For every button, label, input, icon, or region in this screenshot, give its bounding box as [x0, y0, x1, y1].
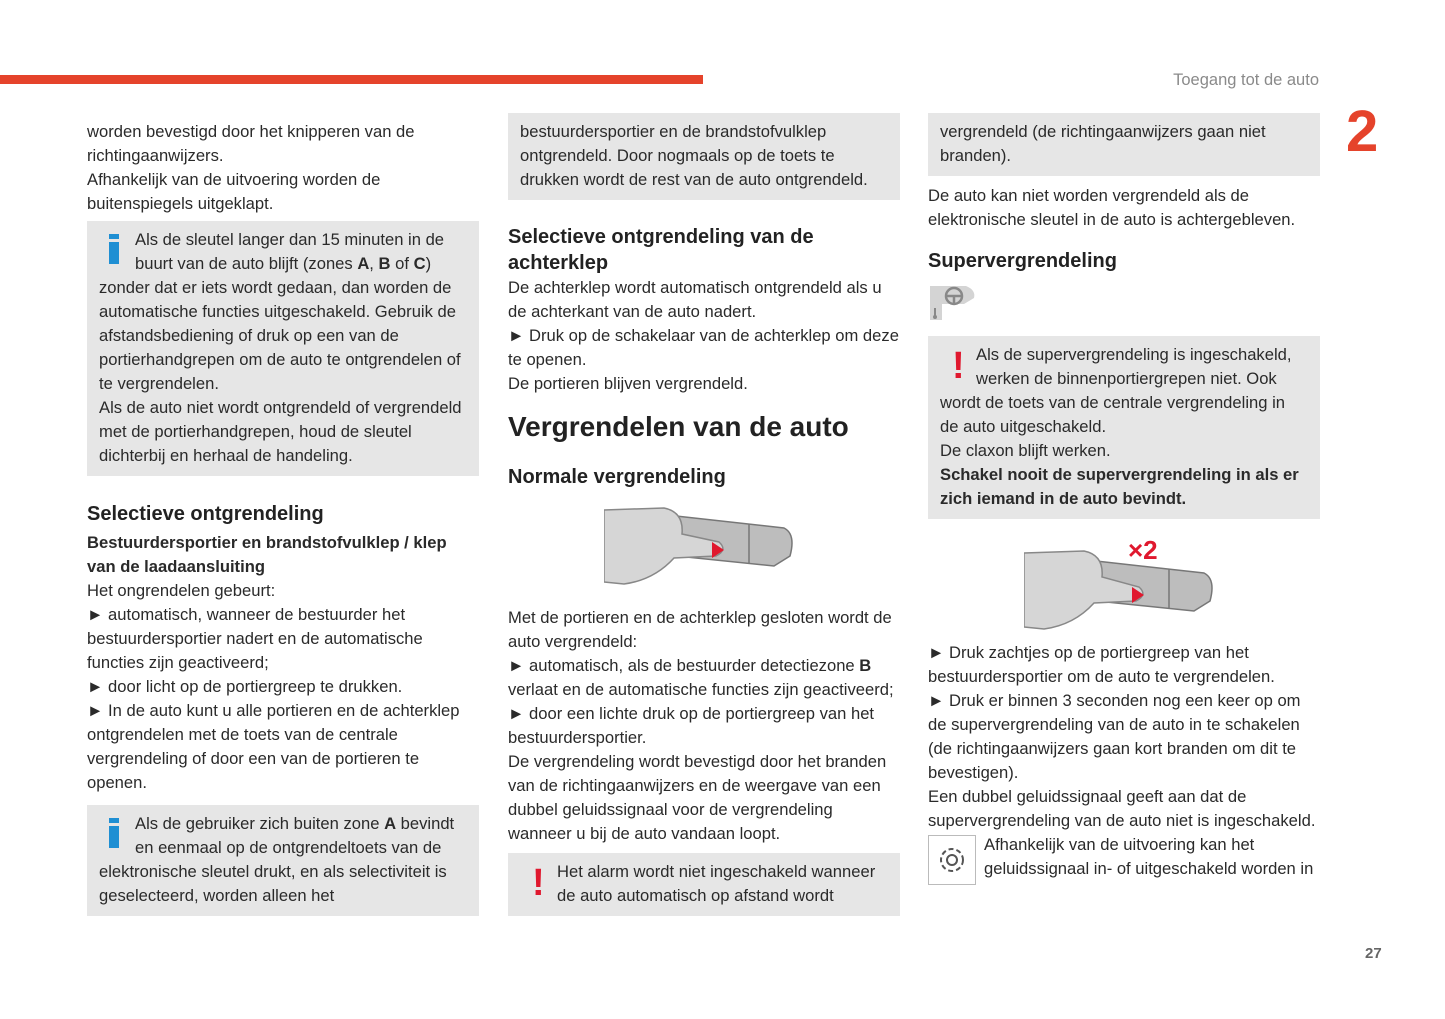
paragraph: De auto kan niet worden vergrendeld als de elektronische sleutel in de auto is achtergebleven. — [928, 186, 1296, 229]
info-box — [87, 221, 479, 476]
warning-icon: ! — [532, 862, 545, 904]
heading-selective-unlocking: Selectieve ontgrendeling — [87, 503, 324, 525]
settings-gear-icon — [928, 835, 976, 885]
warning-box — [928, 336, 1320, 519]
column-2 — [508, 113, 900, 916]
paragraph: De portieren blijven vergrendeld. — [508, 374, 748, 393]
paragraph: Met de portieren en de achterklep gesloten wordt de auto vergrendeld: — [508, 608, 892, 651]
bullet: ► Druk er binnen 3 seconden nog een keer op om de supervergrendeling van de auto in te schakelen (de richtingaanwijzers gaan kort branden om dit te bevestigen). — [928, 691, 1301, 782]
info-icon — [99, 228, 135, 274]
steering-wheel-icon — [928, 284, 978, 322]
bullet: ► Druk zachtjes op de portiergreep van het bestuurdersportier om de auto te vergrendelen. — [928, 643, 1275, 686]
bullet: ► In de auto kunt u alle portieren en de achterklep ontgrendelen met de toets van de centrale vergrendeling of door een van de portieren te openen. — [87, 701, 460, 792]
warning-box — [508, 853, 900, 916]
press-twice-label: ×2 — [1128, 535, 1158, 565]
paragraph: Het ongrendelen gebeurt: — [87, 581, 276, 600]
paragraph: Afhankelijk van de uitvoering kan het geluidssignaal in- of uitgeschakeld worden in — [984, 835, 1314, 878]
box-text: bestuurdersportier en de brandstofvulklep ontgrendeld. Door nogmaals op de toets te drukken wordt de rest van de auto ontgrendeld. — [520, 122, 868, 189]
paragraph: worden bevestigd door het knipperen van de richtingaanwijzers. — [87, 122, 415, 165]
header-accent-bar — [0, 75, 703, 84]
box-text: vergrendeld (de richtingaanwijzers gaan niet branden). — [940, 122, 1266, 165]
bullet: ► door licht op de portiergreep te drukken. — [87, 677, 403, 696]
info-box — [87, 805, 479, 916]
bullet: ► automatisch, als de bestuurder detectiezone B verlaat en de automatische functies zijn geactiveerd; — [508, 656, 894, 699]
page-number: 27 — [1365, 945, 1382, 962]
door-handle-illustration — [604, 506, 804, 596]
column-1 — [87, 120, 479, 916]
heading-superlocking: Supervergrendeling — [928, 250, 1117, 272]
warning-text: Het alarm wordt niet ingeschakeld wanneer de auto automatisch op afstand wordt — [557, 862, 876, 905]
paragraph: De achterklep wordt automatisch ontgrendeld als u de achterkant van de auto nadert. — [508, 278, 882, 321]
heading-normal-locking: Normale vergrendeling — [508, 466, 726, 488]
bullet: ► door een lichte druk op de portiergreep van het bestuurdersportier. — [508, 704, 875, 747]
info-text: Als de gebruiker zich buiten zone A bevindt en eenmaal op de ontgrendeltoets van de elektronische sleutel drukt, en als selectiviteit is geselecteerd, worden alleen het — [99, 814, 455, 905]
bullet: ► automatisch, wanneer de bestuurder het bestuurdersportier nadert en de automatische functies zijn geactiveerd; — [87, 605, 423, 672]
warning-text: Als de supervergrendeling is ingeschakeld, werken de binnenportiergrepen niet. Ook wordt de toets van de centrale vergrendeling in de auto uitgeschakeld. — [940, 345, 1292, 436]
warning-text: De claxon blijft werken. — [940, 441, 1111, 460]
chapter-number: 2 — [1346, 99, 1379, 164]
info-text: Als de sleutel langer dan 15 minuten in de buurt van de auto blijft (zones A, B of C) zonder dat er iets wordt gedaan, dan worden de automatische functies uitgeschakeld. Gebruik de afstandsbediening of druk op een van de portierhandgrepen om de auto te ontgrendelen of te vergrendelen. — [99, 230, 461, 393]
double-press-illustration — [1024, 535, 1224, 635]
page-heading: Vergrendelen van de auto — [508, 411, 849, 442]
column-3 — [928, 113, 1320, 885]
info-text: Als de auto niet wordt ontgrendeld of vergrendeld met de portierhandgrepen, houd de sleutel dichterbij en herhaal de handeling. — [99, 398, 462, 465]
door-handle-illustration — [1024, 535, 1224, 635]
warning-icon: ! — [952, 345, 965, 387]
section-title: Toegang tot de auto — [1173, 71, 1319, 89]
continued-box — [508, 113, 900, 200]
subheading: Bestuurdersportier en brandstofvulklep / klep van de laadaansluiting — [87, 533, 447, 576]
paragraph: De vergrendeling wordt bevestigd door het branden van de richtingaanwijzers en de weergave van een dubbel geluidssignaal voor de vergrendeling wanneer u bij de auto vandaan loopt. — [508, 752, 887, 843]
paragraph: Afhankelijk van de uitvoering worden de buitenspiegels uitgeklapt. — [87, 170, 381, 213]
heading-tailgate-unlocking: Selectieve ontgrendeling van de achterklep — [508, 226, 814, 274]
continued-box — [928, 113, 1320, 176]
paragraph: Een dubbel geluidssignaal geeft aan dat de supervergrendeling van de auto niet is ingeschakeld. — [928, 787, 1316, 830]
bullet: ► Druk op de schakelaar van de achterklep om deze te openen. — [508, 326, 899, 369]
warning-text-bold: Schakel nooit de supervergrendeling in als er zich iemand in de auto bevindt. — [940, 465, 1299, 508]
info-icon — [99, 812, 135, 858]
